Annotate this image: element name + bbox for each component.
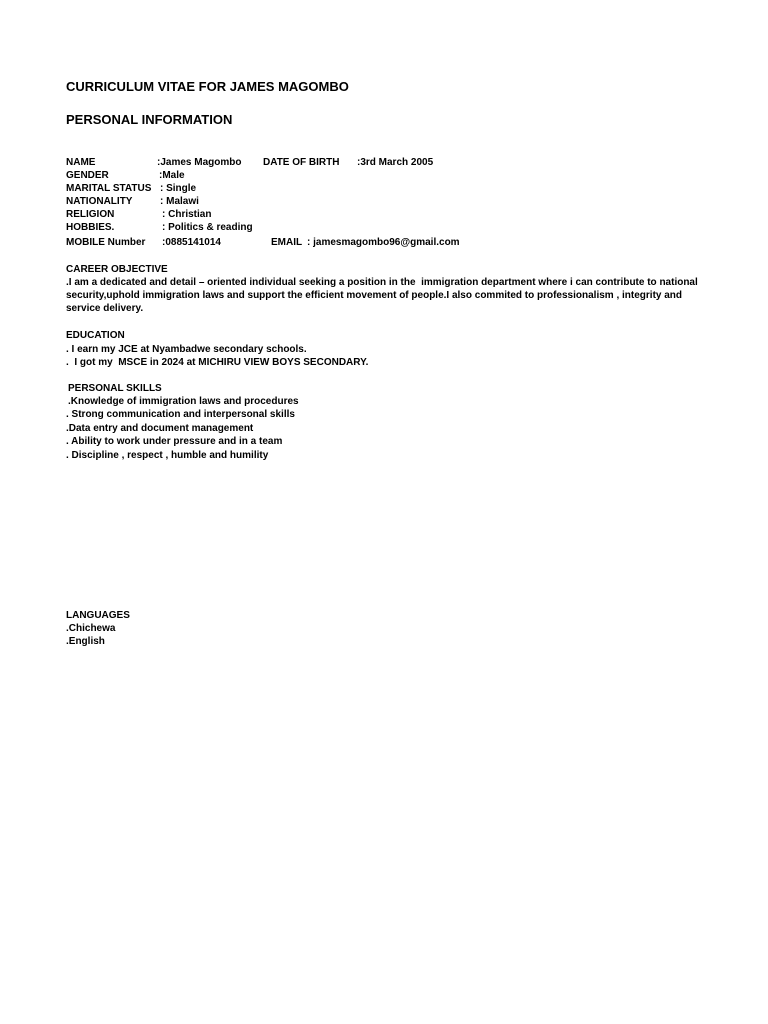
education-heading: EDUCATION: [66, 330, 125, 341]
nationality-label: NATIONALITY: [66, 196, 133, 207]
personal-skills-heading: PERSONAL SKILLS: [68, 383, 162, 394]
email-value: : jamesmagombo96@gmail.com: [307, 237, 460, 248]
skill-item: .Knowledge of immigration laws and procedures: [68, 396, 299, 407]
language-item: .Chichewa: [66, 623, 116, 634]
name-label: NAME: [66, 157, 96, 168]
skill-item: .Data entry and document management: [66, 423, 254, 434]
career-objective-line: .I am a dedicated and detail – oriented individual seeking a position in the immigration department where i can contribute to national: [66, 277, 698, 288]
mobile-label: MOBILE Number: [66, 237, 146, 248]
document-title: CURRICULUM VITAE FOR JAMES MAGOMBO: [66, 79, 349, 94]
personal-info-heading: PERSONAL INFORMATION: [66, 112, 233, 127]
education-item: . I got my MSCE in 2024 at MICHIRU VIEW BOYS SECONDARY.: [66, 357, 369, 368]
languages-heading: LANGUAGES: [66, 610, 130, 621]
skill-item: . Discipline , respect , humble and humility: [66, 450, 269, 461]
skill-item: . Strong communication and interpersonal skills: [66, 409, 295, 420]
mobile-value: :0885141014: [162, 237, 221, 248]
marital-status-value: : Single: [160, 183, 197, 194]
career-objective-line: security,uphold immigration laws and support the efficient movement of people.I also commited to professionalism , integrity and: [66, 290, 683, 301]
dob-label: DATE OF BIRTH: [263, 157, 340, 168]
education-item: . I earn my JCE at Nyambadwe secondary schools.: [66, 344, 307, 355]
hobbies-value: : Politics & reading: [162, 222, 253, 233]
religion-label: RELIGION: [66, 209, 115, 220]
career-objective-line: service delivery.: [66, 303, 144, 314]
religion-value: : Christian: [162, 209, 212, 220]
skill-item: . Ability to work under pressure and in a team: [66, 436, 283, 447]
marital-status-label: MARITAL STATUS: [66, 183, 152, 194]
name-value: :James Magombo: [157, 157, 242, 168]
dob-value: :3rd March 2005: [357, 157, 434, 168]
hobbies-label: HOBBIES.: [66, 222, 115, 233]
gender-value: :Male: [159, 170, 185, 181]
language-item: .English: [66, 636, 105, 647]
career-objective-heading: CAREER OBJECTIVE: [66, 264, 168, 275]
gender-label: GENDER: [66, 170, 109, 181]
nationality-value: : Malawi: [160, 196, 199, 207]
email-label: EMAIL: [271, 237, 303, 248]
